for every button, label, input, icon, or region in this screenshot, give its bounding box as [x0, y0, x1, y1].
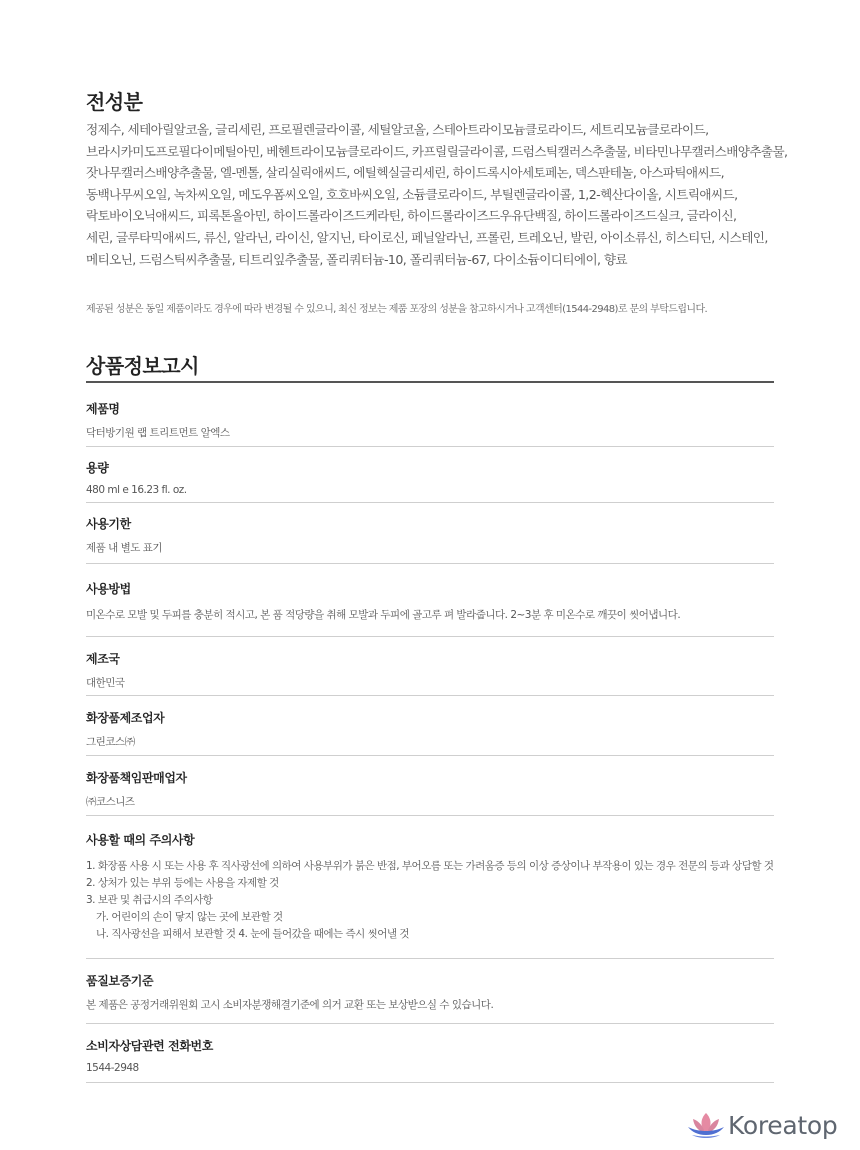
info-label: 품질보증기준 — [86, 974, 154, 988]
info-row-quality — [86, 972, 774, 1012]
info-label: 제조국 — [86, 652, 120, 666]
info-value: 대한민국 — [86, 677, 125, 689]
caution-item: 1. 화장품 사용 시 또는 사용 후 직사광선에 의하여 사용부위가 붉은 반점, 부어오름 또는 가려움증 등의 이상 증상이나 부작용이 있는 경우 전문의 등과 상담할 것 — [86, 860, 774, 872]
info-row-volume — [86, 459, 774, 496]
info-value: 미온수로 모발 및 두피를 충분히 적시고, 본 품 적당량을 취해 모발과 두피에 골고루 펴 발라줍니다. 2~3분 후 미온수로 깨끗이 씻어냅니다. — [86, 609, 681, 621]
info-row-cautions — [86, 831, 774, 943]
info-row-country — [86, 650, 774, 690]
lotus-icon — [686, 1109, 726, 1141]
row-divider — [86, 755, 774, 756]
info-row-expiry — [86, 515, 774, 555]
info-value: 1544-2948 — [86, 1062, 139, 1074]
row-divider — [86, 636, 774, 637]
info-value: 제품 내 별도 표기 — [86, 542, 163, 554]
caution-subitem: 나. 직사광선을 피해서 보관할 것 4. 눈에 들어갔을 때에는 즉시 씻어낼 것 — [96, 928, 410, 940]
info-row-phone — [86, 1037, 774, 1074]
info-value: ㈜코스니즈 — [86, 796, 135, 808]
ingredients-line: 잣나무캘러스배양추출물, 엘-멘톨, 살리실릭애씨드, 에틸헥실글리세린, 하이드록시아세토페논, 덱스판테놀, 아스파틱애씨드, — [86, 165, 725, 181]
row-divider — [86, 563, 774, 564]
info-value: 480 ml e 16.23 fl. oz. — [86, 484, 187, 496]
row-divider — [86, 1082, 774, 1083]
caution-list — [86, 858, 774, 943]
info-label: 사용방법 — [86, 582, 131, 596]
info-row-product-name — [86, 400, 774, 440]
ingredients-line: 정제수, 세테아릴알코올, 글리세린, 프로필렌글라이콜, 세틸알코올, 스테아트라이모늄클로라이드, 세트리모늄클로라이드, — [86, 122, 709, 137]
ingredients-line: 락토바이오닉애씨드, 피록톤올아민, 하이드롤라이즈드케라틴, 하이드롤라이즈드우유단백질, 하이드롤라이즈드실크, 글라이신, — [86, 208, 737, 224]
ingredients-line: 동백나무씨오일, 녹차씨오일, 메도우폼씨오일, 호호바씨오일, 소듐클로라이드, 부틸렌글라이콜, 1,2-헥산다이올, 시트릭애씨드, — [86, 186, 738, 202]
row-divider — [86, 502, 774, 503]
ingredients-line: 브라시카미도프로필다이메틸아민, 베헨트라이모늄클로라이드, 카프릴릴글라이콜, 드럼스틱캘러스추출물, 비타민나무캘러스배양추출물, — [86, 143, 788, 159]
title-divider — [86, 381, 774, 383]
row-divider — [86, 695, 774, 696]
row-divider — [86, 815, 774, 816]
ingredients-note: 제공된 성분은 동일 제품이라도 경우에 따라 변경될 수 있으니, 최신 정보는 제품 포장의 성분을 참고하시거나 고객센터(1544-2948)로 문의 부탁드립니다. — [86, 304, 708, 315]
brand-logo — [686, 1108, 837, 1142]
row-divider — [86, 1023, 774, 1024]
info-label: 소비자상담관련 전화번호 — [86, 1039, 213, 1053]
caution-item: 3. 보관 및 취급시의 주의사항 — [86, 894, 213, 906]
caution-subitem: 가. 어린이의 손이 닿지 않는 곳에 보관할 것 — [96, 911, 283, 923]
logo-text: Koreatop — [728, 1110, 838, 1140]
row-divider — [86, 958, 774, 959]
info-label: 사용할 때의 주의사항 — [86, 833, 195, 847]
info-row-manufacturer — [86, 709, 774, 749]
info-value: 본 제품은 공정거래위원회 고시 소비자분쟁해결기준에 의거 교환 또는 보상받으실 수 있습니다. — [86, 999, 494, 1011]
info-value: 그린코스㈜ — [86, 736, 135, 748]
info-row-usage — [86, 580, 774, 622]
info-label: 제품명 — [86, 402, 120, 416]
info-label: 사용기한 — [86, 517, 131, 531]
ingredients-list — [86, 119, 826, 270]
caution-item: 2. 상처가 있는 부위 등에는 사용을 자제할 것 — [86, 877, 279, 889]
ingredients-title: 전성분 — [86, 90, 143, 114]
ingredients-line: 세린, 글루타믹애씨드, 류신, 알라닌, 라이신, 알지닌, 타이로신, 페닐알라닌, 프롤린, 트레오닌, 발린, 아이소류신, 히스티딘, 시스테인, — [86, 229, 768, 245]
row-divider — [86, 446, 774, 447]
ingredients-line: 메티오닌, 드럼스틱씨추출물, 티트리잎추출물, 폴리쿼터늄-10, 폴리쿼터늄-67, 다이소듐이디티에이, 향료 — [86, 251, 627, 267]
info-label: 용량 — [86, 461, 109, 475]
product-info-title: 상품정보고시 — [86, 354, 199, 378]
info-label: 화장품책임판매업자 — [86, 771, 187, 785]
info-value: 닥터방기원 랩 트리트먼트 알엑스 — [86, 427, 230, 439]
info-label: 화장품제조업자 — [86, 711, 165, 725]
info-row-seller — [86, 769, 774, 809]
